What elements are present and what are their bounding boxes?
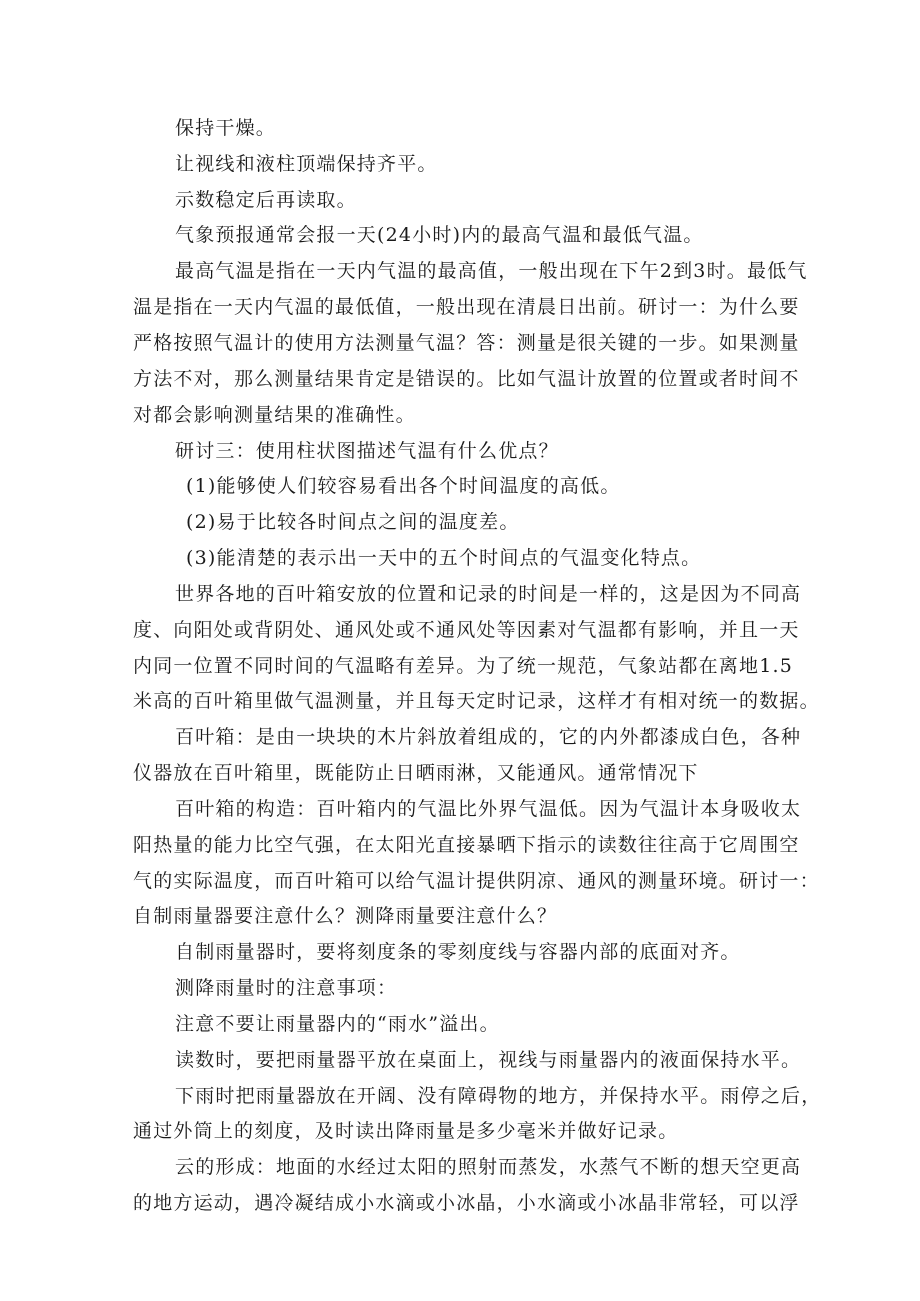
text-line: 米高的百叶箱里做气温测量，并且每天定时记录，这样才有相对统一的数据。 — [133, 690, 820, 712]
text-line: 保持干燥。 — [175, 117, 277, 139]
list-item: (2)易于比较各时间点之间的温度差。 — [186, 511, 520, 533]
text-line: 阳热量的能力比空气强，在太阳光直接暴晒下指示的读数往往高于它周围空 — [133, 834, 800, 856]
text-line: 通过外筒上的刻度，及时读出降雨量是多少毫米并做好记录。 — [133, 1120, 679, 1142]
text-line: 温是指在一天内气温的最低值，一般出现在清晨日出前。研讨一：为什么要 — [133, 296, 800, 318]
text-line: 气象预报通常会报一天(24小时)内的最高气温和最低气温。 — [175, 224, 704, 246]
text-line: 下雨时把雨量器放在开阔、没有障碍物的地方，并保持水平。雨停之后， — [175, 1085, 822, 1107]
text-line: 自制雨量器要注意什么？测降雨量要注意什么？ — [133, 905, 558, 927]
text-line: 自制雨量器时，要将刻度条的零刻度线与容器内部的底面对齐。 — [175, 941, 741, 963]
text-line: 百叶箱的构造：百叶箱内的气温比外界气温低。因为气温计本身吸收太 — [175, 798, 802, 820]
text-line: 最高气温是指在一天内气温的最高值，一般出现在下午2到3时。最低气 — [175, 260, 808, 282]
text-line: 气的实际温度，而百叶箱可以给气温计提供阴凉、通风的测量环境。研讨一： — [133, 870, 820, 892]
text-line: 的地方运动，遇冷凝结成小水滴或小冰晶，小水滴或小冰晶非常轻，可以浮 — [133, 1192, 800, 1214]
text-line: 百叶箱：是由一块块的木片斜放着组成的，它的内外都漆成白色，各种 — [175, 726, 802, 748]
text-line: 研讨三：使用柱状图描述气温有什么优点？ — [175, 440, 559, 462]
list-item: (1)能够使人们较容易看出各个时间温度的高低。 — [186, 475, 621, 497]
text-line: 读数时，要把雨量器平放在桌面上，视线与雨量器内的液面保持水平。 — [175, 1049, 802, 1071]
text-line: 世界各地的百叶箱安放的位置和记录的时间是一样的，这是因为不同高 — [175, 583, 802, 605]
text-line: 注意不要让雨量器内的“雨水”溢出。 — [175, 1013, 500, 1035]
text-line: 示数稳定后再读取。 — [175, 189, 357, 211]
text-line: 方法不对，那么测量结果肯定是错误的。比如气温计放置的位置或者时间不 — [133, 368, 800, 390]
text-line: 仪器放在百叶箱里，既能防止日晒雨淋，又能通风。通常情况下 — [133, 762, 699, 784]
text-line: 让视线和液柱顶端保持齐平。 — [175, 153, 438, 175]
list-item: (3)能清楚的表示出一天中的五个时间点的气温变化特点。 — [186, 547, 702, 569]
text-line: 云的形成：地面的水经过太阳的照射而蒸发，水蒸气不断的想天空更高 — [175, 1156, 802, 1178]
text-line: 严格按照气温计的使用方法测量气温？答：测量是很关键的一步。如果测量 — [133, 332, 800, 354]
text-line: 测降雨量时的注意事项： — [175, 977, 398, 999]
text-line: 内同一位置不同时间的气温略有差异。为了统一规范，气象站都在离地1.5 — [133, 655, 794, 677]
text-line: 度、向阳处或背阴处、通风处或不通风处等因素对气温都有影响，并且一天 — [133, 619, 800, 641]
text-line: 对都会影响测量结果的准确性。 — [133, 404, 416, 426]
